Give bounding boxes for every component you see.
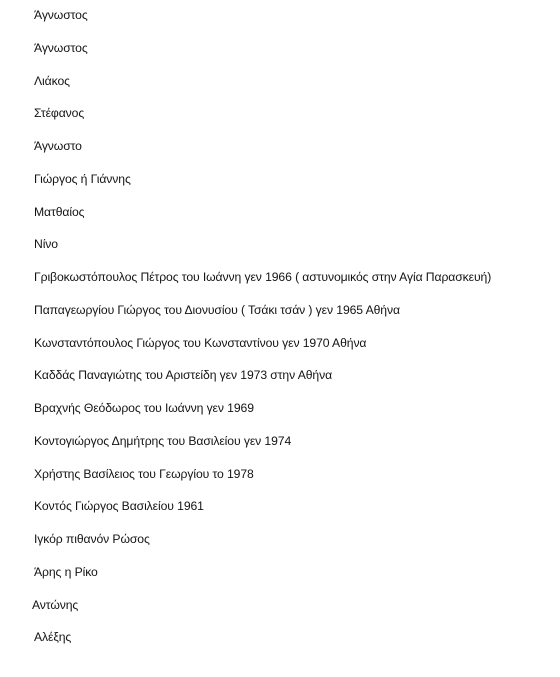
list-item: Άγνωστο [34,139,82,153]
list-item: Αλέξης [34,630,72,645]
list-item: Αντώνης [32,597,79,612]
list-item: Βραχνής Θεόδωρος του Ιωάννη γεν 1969 [34,401,254,415]
list-item: Ματθαίος [34,204,85,219]
list-item: Νίνο [34,237,58,252]
list-item: Ιγκόρ πιθανόν Ρώσος [34,532,150,546]
list-item: Άρης η Ρίκο [34,564,98,579]
list-item: Κωνσταντόπουλος Γιώργος του Κωνσταντίνου γεν 1970 Αθήνα [34,335,367,350]
list-item: Χρήστης Βασίλειος του Γεωργίου το 1978 [34,466,254,481]
list-item: Παπαγεωργίου Γιώργος του Διονυσίου ( Τσάκι τσάν ) γεν 1965 Αθήνα [34,302,400,317]
list-item: Λιάκος [34,73,70,88]
list-item: Κοντογιώργος Δημήτρης του Βασιλείου γεν 1974 [34,433,292,448]
list-item: Γριβοκωστόπουλος Πέτρος του Ιωάννη γεν 1966 ( αστυνομικός στην Αγία Παρασκευή) [34,270,492,284]
list-item: Γιώργος ή Γιάννης [34,171,131,186]
list-item: Κοντός Γιώργος Βασιλείου 1961 [34,499,204,514]
name-list [34,7,554,662]
list-item: Καδδάς Παναγιώτης του Αριστείδη γεν 1973 στην Αθήνα [34,368,333,383]
list-item: Άγνωστος [34,8,88,22]
list-item: Στέφανος [34,106,85,121]
list-item: Άγνωστος [34,40,88,55]
